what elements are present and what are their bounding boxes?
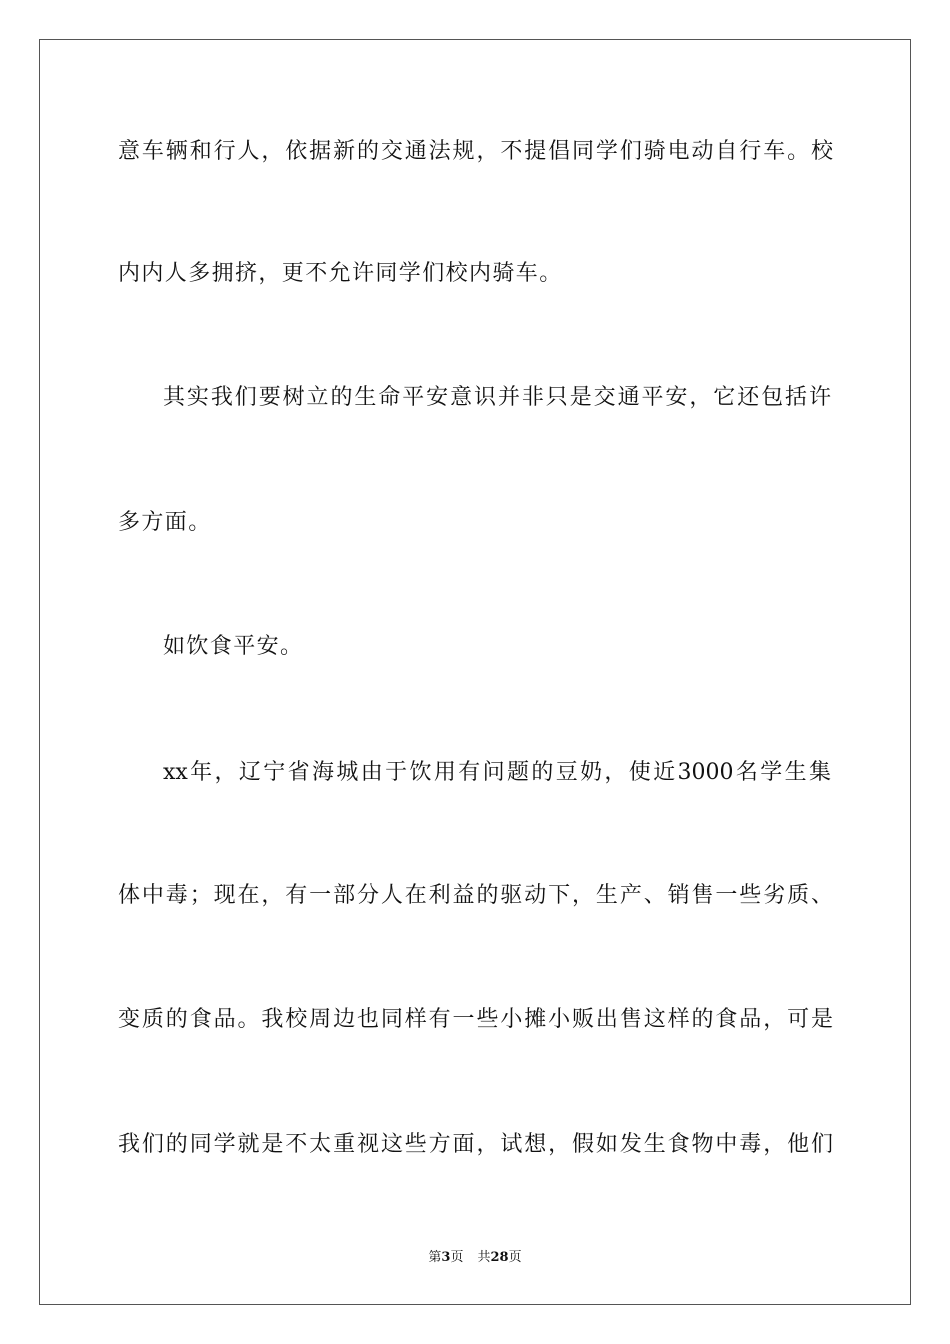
footer-page-suffix: 页 <box>450 1250 464 1265</box>
footer-total-pages: 28 <box>490 1250 509 1265</box>
body-line-7: 体中毒；现在，有一部分人在利益的驱动下，生产、销售一些劣质、 <box>118 883 833 908</box>
footer-page-number: 3 <box>441 1250 451 1265</box>
page-footer <box>0 1250 950 1266</box>
footer-total-suffix: 页 <box>508 1250 522 1265</box>
body-line-1: 意车辆和行人，依据新的交通法规，不提倡同学们骑电动自行车。校 <box>118 139 833 164</box>
body-line-3: 其实我们要树立的生命平安意识并非只是交通平安，它还包括许 <box>163 385 831 410</box>
footer-total-prefix: 共 <box>477 1250 491 1265</box>
body-line-6: xx年，辽宁省海城由于饮用有问题的豆奶，使近3000名学生集 <box>163 760 831 785</box>
body-line-2: 内内人多拥挤，更不允许同学们校内骑车。 <box>118 261 563 286</box>
body-line-8: 变质的食品。我校周边也同样有一些小摊小贩出售这样的食品，可是 <box>118 1007 833 1032</box>
body-line-9: 我们的同学就是不太重视这些方面，试想，假如发生食物中毒，他们 <box>118 1132 833 1157</box>
footer-page-prefix: 第 <box>428 1250 442 1265</box>
body-line-4: 多方面。 <box>118 510 212 535</box>
body-line-5: 如饮食平安。 <box>163 634 304 659</box>
page-border <box>39 39 911 1305</box>
